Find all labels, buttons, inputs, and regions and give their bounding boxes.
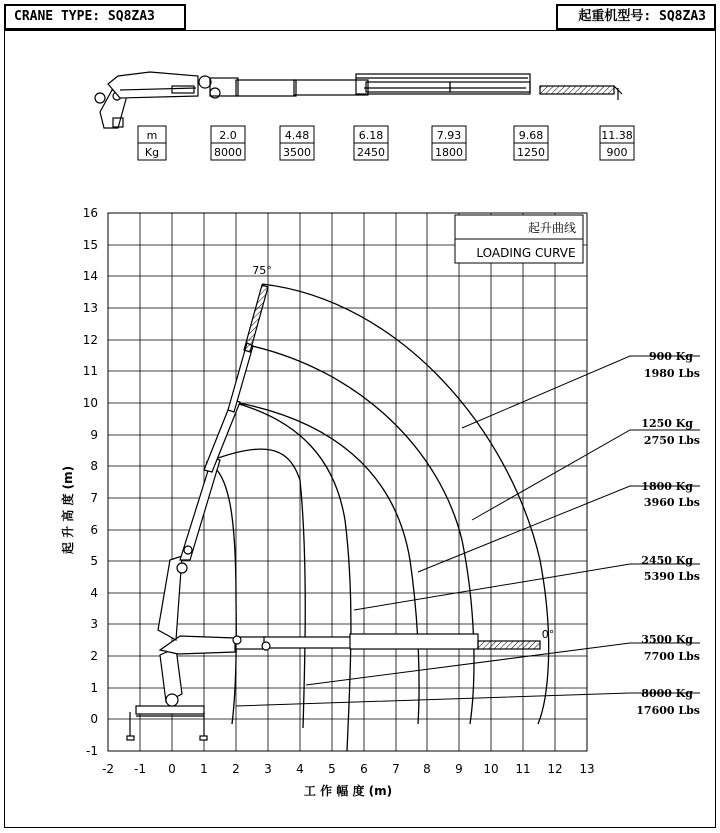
crane-type-title: CRANE TYPE: SQ8ZA3 — [4, 4, 186, 30]
y-tick: 16 — [82, 206, 98, 220]
y-tick: 7 — [90, 491, 98, 505]
angle-0-label: 0° — [541, 628, 555, 641]
y-tick: -1 — [86, 744, 98, 758]
load-lbs: 5390 Lbs — [643, 570, 700, 583]
spec-m-value: 7.93 — [436, 129, 462, 142]
spec-row-label-kg: Kg — [144, 146, 160, 159]
y-tick: 3 — [90, 617, 98, 631]
load-kg: 8000 Kg — [641, 687, 693, 700]
spec-table — [138, 126, 634, 160]
y-tick: 11 — [82, 364, 98, 378]
x-tick: 2 — [232, 762, 240, 776]
spec-m-value: 6.18 — [358, 129, 384, 142]
load-kg: 1250 Kg — [641, 417, 693, 430]
y-tick: 6 — [90, 523, 98, 537]
x-tick: 10 — [483, 762, 499, 776]
x-axis-title: 工 作 幅 度 (m) — [303, 784, 393, 798]
x-tick: 0 — [168, 762, 176, 776]
leader-lines — [236, 356, 700, 706]
spec-kg-value: 1250 — [517, 146, 545, 159]
load-lbs: 1980 Lbs — [643, 367, 700, 380]
y-tick: 14 — [82, 269, 98, 283]
x-tick: 6 — [360, 762, 368, 776]
x-tick: 4 — [296, 762, 304, 776]
load-lbs: 2750 Lbs — [643, 434, 700, 447]
crane-type-title-cn: 起重机型号: SQ8ZA3 — [556, 4, 716, 30]
spec-kg-value: 3500 — [283, 146, 311, 159]
load-lbs: 7700 Lbs — [643, 650, 700, 663]
y-tick: 8 — [90, 459, 98, 473]
load-curves — [206, 284, 549, 751]
y-tick: 1 — [90, 681, 98, 695]
load-kg: 900 Kg — [648, 350, 693, 363]
x-tick: 3 — [264, 762, 272, 776]
spec-kg-value: 8000 — [214, 146, 242, 159]
spec-kg-value: 1800 — [435, 146, 463, 159]
spec-m-value: 2.0 — [219, 129, 237, 142]
y-tick: 5 — [90, 554, 98, 568]
spec-row-label-m: m — [146, 129, 158, 142]
x-tick: 7 — [392, 762, 400, 776]
spec-m-value: 11.38 — [601, 129, 633, 142]
x-tick: 8 — [423, 762, 431, 776]
spec-kg-value: 900 — [606, 146, 628, 159]
chart-grid — [108, 213, 587, 751]
x-tick: 5 — [328, 762, 336, 776]
x-tick: -1 — [134, 762, 146, 776]
y-tick: 2 — [90, 649, 98, 663]
x-tick: 1 — [200, 762, 208, 776]
y-tick: 13 — [82, 301, 98, 315]
y-tick: 15 — [82, 238, 98, 252]
y-axis-title: 起 升 高 度 (m) — [61, 465, 75, 555]
top-crane-view — [95, 72, 622, 128]
legend-title-cn: 起升曲线 — [527, 221, 577, 235]
y-tick: 0 — [90, 712, 98, 726]
spec-m-value: 4.48 — [284, 129, 310, 142]
chart-crane — [127, 285, 540, 740]
load-lbs: 3960 Lbs — [643, 496, 700, 509]
x-tick: -2 — [102, 762, 114, 776]
y-tick: 9 — [90, 428, 98, 442]
x-axis-ticks — [102, 762, 595, 776]
load-lbs: 17600 Lbs — [636, 704, 700, 717]
x-tick: 11 — [515, 762, 531, 776]
load-kg: 3500 Kg — [641, 633, 693, 646]
y-axis-ticks — [83, 206, 98, 758]
load-kg: 1800 Kg — [641, 480, 693, 493]
x-tick: 13 — [579, 762, 595, 776]
y-tick: 12 — [82, 333, 98, 347]
spec-kg-value: 2450 — [357, 146, 385, 159]
load-kg: 2450 Kg — [641, 554, 693, 567]
x-tick: 12 — [547, 762, 563, 776]
x-tick: 9 — [455, 762, 463, 776]
y-tick: 4 — [90, 586, 98, 600]
legend-title-en: LOADING CURVE — [476, 246, 576, 260]
y-tick: 10 — [82, 396, 98, 410]
angle-75-label: 75° — [252, 264, 272, 277]
spec-m-value: 9.68 — [518, 129, 544, 142]
load-labels — [636, 350, 700, 717]
